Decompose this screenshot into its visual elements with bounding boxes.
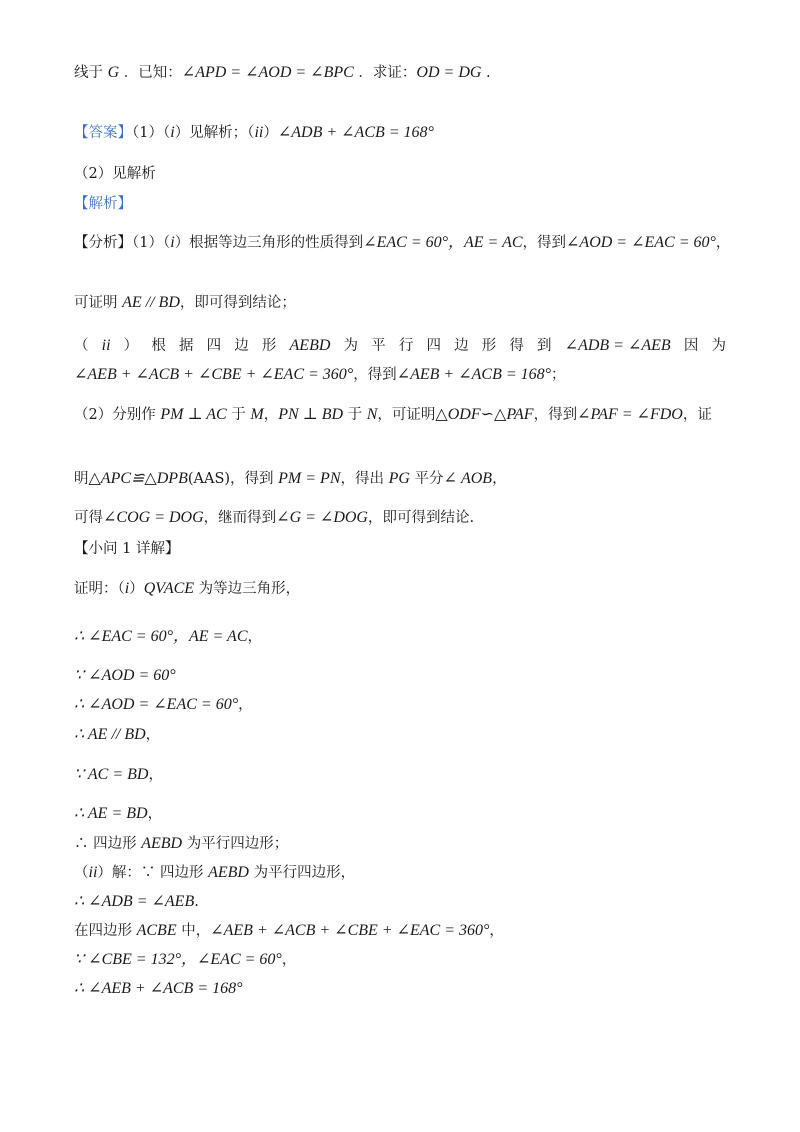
text-segment: 在四边形: [74, 923, 137, 939]
text-segment: 可得: [74, 510, 103, 526]
text-line-l17: [74, 724, 160, 746]
text-segment: ，得到: [533, 407, 578, 423]
text-segment: ∴ 四边形: [74, 836, 142, 852]
text-segment: 为平行四边形；: [182, 836, 289, 852]
math-expression: i: [170, 124, 175, 141]
text-segment: ，: [281, 952, 297, 968]
math-expression: ∠G = ∠DOG: [276, 509, 368, 526]
text-line-l11: [74, 507, 474, 529]
math-expression: ∴ ∠EAC = 60°，AE = AC: [74, 628, 248, 645]
text-segment: （: [74, 338, 89, 354]
text-segment: 于: [343, 407, 367, 423]
text-line-l21: [74, 862, 355, 884]
math-expression: ∠ADB = ∠AEB: [564, 337, 671, 354]
math-expression: PM ⊥ AC: [160, 406, 227, 423]
text-segment: 据: [178, 338, 194, 354]
text-segment: ，得到: [522, 235, 567, 251]
section-label: 【解析】: [74, 196, 132, 212]
text-segment: 于: [226, 407, 251, 423]
text-segment: ，: [238, 697, 253, 713]
text-segment: 明: [74, 471, 89, 487]
text-segment: ，: [715, 235, 731, 251]
text-segment: ）见解析；（: [174, 125, 255, 141]
math-expression: ∠AEB + ∠ACB + ∠CBE + ∠EAC = 360°: [210, 922, 490, 939]
text-line-l7: [74, 335, 726, 357]
math-expression: OD = DG: [416, 64, 482, 81]
text-line-l19: [74, 803, 162, 825]
text-line-l3: [74, 163, 156, 185]
text-segment: 形: [261, 338, 277, 354]
math-expression: △ODF∽△PAF: [435, 406, 534, 423]
text-segment: 边: [234, 338, 249, 354]
text-line-l4: [74, 193, 132, 215]
math-expression: ∠EAC = 60°，AE = AC: [363, 234, 523, 251]
text-segment: ）解：∵ 四边形: [97, 865, 209, 881]
text-segment: ；: [551, 367, 566, 383]
math-expression: M: [250, 406, 264, 423]
math-expression: i: [124, 580, 130, 597]
math-expression: ∠ADB + ∠ACB = 168°: [277, 124, 434, 141]
text-line-l15: [74, 665, 176, 687]
math-expression: ii: [88, 864, 98, 881]
text-line-l12: [74, 538, 179, 560]
math-expression: ∴ ∠AOD = ∠EAC = 60°: [74, 696, 239, 713]
math-expression: ACBE: [136, 922, 177, 939]
text-segment: ，证: [682, 407, 712, 423]
text-line-l20: [74, 833, 288, 855]
text-line-l13: [74, 578, 300, 600]
text-segment: ，: [489, 923, 504, 939]
math-expression: PM = PN: [278, 470, 341, 487]
section-label: 【答案】: [74, 125, 132, 141]
text-segment: （: [74, 865, 89, 881]
text-segment: (AAS): [187, 471, 231, 487]
math-expression: ∵ ∠CBE = 132°，∠EAC = 60°: [74, 951, 282, 968]
math-expression: QVACE: [143, 580, 195, 597]
math-expression: AEBD: [141, 835, 183, 852]
math-expression: AEBD: [208, 864, 249, 881]
text-segment: （2）分别作: [74, 407, 161, 423]
text-segment: ，: [148, 767, 163, 783]
text-segment: 得: [509, 338, 524, 354]
text-segment: 为: [343, 338, 359, 354]
math-expression: ii: [101, 337, 111, 354]
text-line-l18: [74, 764, 163, 786]
text-segment: ，即可得到结论.: [367, 510, 475, 526]
math-expression: ii: [254, 124, 264, 141]
text-line-l1: [74, 62, 491, 84]
math-expression: PG: [388, 470, 410, 487]
text-segment: ，得到: [230, 471, 279, 487]
text-line-l8: [74, 364, 566, 386]
text-segment: 根: [151, 338, 166, 354]
math-expression: ∠COG = DOG: [103, 509, 204, 526]
text-segment: ，: [145, 727, 161, 743]
text-segment: ，: [263, 407, 279, 423]
math-expression: PN ⊥ BD: [278, 406, 344, 423]
text-line-l9: [74, 404, 712, 426]
text-segment: 【分析】（1）（: [74, 235, 171, 251]
math-expression: ∴ AE = BD: [74, 805, 148, 822]
text-segment: 为等边三角形，: [194, 581, 301, 597]
math-expression: ∵ ∠AOD = 60°: [74, 667, 176, 684]
text-segment: ，得到: [353, 367, 397, 383]
text-segment: 边: [454, 338, 469, 354]
text-segment: ，即可得到结论；: [179, 295, 296, 311]
text-segment: 证明：（: [74, 581, 125, 597]
text-line-l24: [74, 949, 296, 971]
text-segment: 为平行四边形，: [248, 865, 356, 881]
text-segment: 平: [371, 338, 386, 354]
math-expression: ∴ ∠AEB + ∠ACB = 168°: [74, 980, 243, 997]
text-segment: ）: [263, 125, 278, 141]
math-expression: ∴ AE // BD: [74, 726, 146, 743]
math-expression: ∠ AOB: [443, 470, 493, 487]
text-segment: （2）见解析: [74, 166, 156, 182]
text-segment: ）: [123, 338, 139, 354]
text-segment: .: [481, 65, 491, 81]
text-line-l2: [74, 122, 434, 144]
text-line-l25: [74, 978, 243, 1000]
text-segment: 到: [537, 338, 552, 354]
text-segment: ．求证：: [353, 65, 417, 81]
text-line-l14: [74, 626, 262, 648]
text-segment: 【小问 1 详解】: [74, 541, 180, 557]
text-segment: ，得出: [340, 471, 389, 487]
text-segment: 四: [426, 338, 441, 354]
text-segment: 可证明: [74, 295, 123, 311]
math-expression: ∠PAF = ∠FDO: [577, 406, 683, 423]
math-expression: ∠APD = ∠AOD = ∠BPC: [181, 64, 354, 81]
text-segment: ）根据等边三角形的性质得到: [174, 235, 364, 251]
math-expression: △APC≌△DPB: [88, 470, 188, 487]
math-expression: AEBD: [289, 337, 331, 354]
text-line-l23: [74, 920, 504, 942]
math-expression: i: [170, 234, 175, 251]
text-line-l22: [74, 891, 199, 913]
math-expression: ∠AEB + ∠ACB + ∠CBE + ∠EAC = 360°: [74, 366, 354, 383]
text-line-l10: [74, 468, 507, 490]
text-line-l6: [74, 292, 296, 314]
text-segment: 因: [683, 338, 699, 354]
text-segment: 中，: [176, 923, 211, 939]
math-expression: ∴ ∠ADB = ∠AEB: [74, 893, 195, 910]
text-segment: 行: [398, 338, 414, 354]
text-line-l5: [74, 232, 730, 254]
text-segment: ，: [147, 806, 163, 822]
math-expression: N: [366, 406, 378, 423]
text-segment: ，继而得到: [203, 510, 277, 526]
text-segment: 形: [481, 338, 497, 354]
text-segment: 线于: [74, 65, 108, 81]
text-line-l16: [74, 694, 253, 716]
text-segment: ，: [492, 471, 507, 487]
text-segment: ，可证明: [377, 407, 436, 423]
text-segment: .: [194, 894, 199, 910]
math-expression: G: [107, 64, 120, 81]
math-expression: ∠AEB + ∠ACB = 168°: [396, 366, 552, 383]
math-expression: ∠AOD = ∠EAC = 60°: [566, 234, 716, 251]
text-segment: ．已知：: [119, 65, 182, 81]
text-segment: ，: [247, 629, 263, 645]
text-segment: ）: [129, 581, 144, 597]
text-segment: 平分: [409, 471, 444, 487]
math-expression: ∵ AC = BD: [74, 766, 149, 783]
math-expression: AE // BD: [122, 294, 180, 311]
text-segment: 为: [711, 338, 726, 354]
text-segment: （1）（: [132, 125, 171, 141]
text-segment: 四: [206, 338, 222, 354]
